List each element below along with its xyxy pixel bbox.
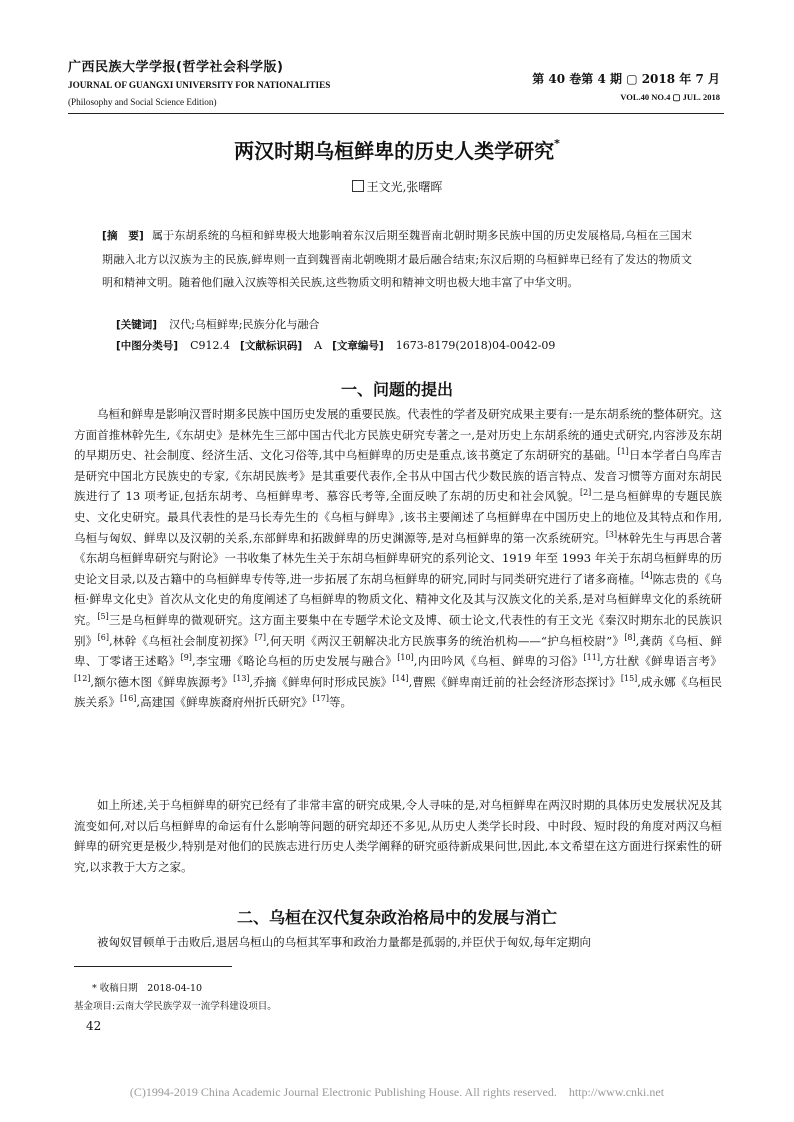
citation-ref: [11] <box>583 653 600 663</box>
text-run: ,林幹《乌桓社会制度初探》 <box>108 633 255 648</box>
author-box-icon <box>352 180 364 192</box>
text-run: 林幹先生与再思合著《东胡乌桓鲜卑研究与附论》一书收集了林先生关于东胡乌桓鲜卑研究的系列论文、1919 年至 1993 年关于东胡乌桓鲜卑的历史论文目录,以及古籍中的乌桓鲜卑专传等,进一步拓展了东胡乌桓鲜卑的研究,同时与同类研究进行了诸多商榷。 <box>74 530 722 586</box>
doc-code-value: A <box>314 339 323 352</box>
citation-ref: [9] <box>180 653 192 663</box>
text-run: 乌桓和鲜卑是影响汉晋时期多民族中国历史发展的重要民族。代表性的学者及研究成果主要有:一是东胡系统的整体研究。这方面首推林幹先生,《东胡史》是林先生三部中国古代北方民族史研究专著之一,是对历史上东胡系统的通史式研究,内容涉及东胡的早期历史、社会制度、经济生活、文化习俗等,其中乌桓鲜卑的历史是重点,该书奠定了东胡研究的基础。 <box>74 407 722 463</box>
text-run: 陈志贵的《乌桓·鲜卑文化史》首次从文化史的角度阐述了乌桓鲜卑的物质文化、精神文化及其与汉族文化的关系,是对乌桓鲜卑文化的系统研究。 <box>74 571 722 627</box>
keywords-label: [关键词] <box>116 319 158 331</box>
citation-ref: [1] <box>617 447 629 457</box>
citation-ref: [15] <box>620 673 638 683</box>
journal-subtitle-en: (Philosophy and Social Science Edition) <box>68 97 217 107</box>
citation-ref: [4] <box>641 570 653 580</box>
article-no-label: [文章编号] <box>332 340 384 352</box>
citation-ref: [16] <box>120 694 137 704</box>
citation-ref: [12] <box>74 673 91 683</box>
text-run: 日本学者白鸟库吉是研究中国北方民族史的专家,《东胡民族考》是其重要代表作,全书从中国古代少数民族的语言特点、发音习惯等方面对东胡民族进行了 13 项考证,包括东胡考、乌桓鲜卑考、慕容氏考等,全面反映了东胡的历史和社会风貌。 <box>74 448 723 504</box>
citation-ref: [10] <box>397 653 414 663</box>
citation-ref: [6] <box>97 632 109 642</box>
text-run: ,方壮猷《鲜卑语言考》 <box>599 654 723 669</box>
abstract-text: 属于东胡系统的乌桓和鲜卑极大地影响着东汉后期至魏晋南北朝时期多民族中国的历史发展格局,乌桓在三国末期融入北方以汉族为主的民族,鲜卑则一直到魏晋南北朝晚期才最后融合结束;东汉后期的乌桓鲜卑已经有了发达的物质文明和精神文明。随着他们融入汉族等相关民族,这些物质文明和精神文明也极大地丰富了中华文明。 <box>102 229 692 289</box>
text-run: 如上所述,关于乌桓鲜卑的研究已经有了非常丰富的研究成果,令人寻味的是,对乌桓鲜卑在两汉时期的具体历史发展状况及其流变如何,对以后乌桓鲜卑的命运有什么影响等问题的研究却还不多见,从历史人类学长时段、中时段、短时段的角度对两汉乌桓鲜卑的研究更是极少,特别是对他们的民族志进行历史人类学阐释的研究亟待新成果问世,因此,本文希望在这方面进行探索性的研究,以求教于大方之家。 <box>74 798 722 874</box>
header-rule <box>68 113 724 114</box>
footnote-rule <box>74 966 232 967</box>
article-title <box>0 135 794 164</box>
section-heading: 二、乌桓在汉代复杂政治格局中的发展与消亡 <box>236 908 557 927</box>
citation-ref: [2] <box>579 488 592 498</box>
article-title-text: 两汉时期乌桓鲜卑的历史人类学研究 <box>234 139 555 163</box>
text-run: ,额尔德木图《鲜卑族源考》 <box>90 674 234 689</box>
clc-label: [中图分类号] <box>116 340 179 352</box>
page-number: 42 <box>86 1019 102 1033</box>
classification <box>116 338 555 353</box>
text-run: ,内田吟风《乌桓、鲜卑的习俗》 <box>413 654 584 669</box>
keywords <box>116 316 320 332</box>
citation-ref: [5] <box>97 612 109 622</box>
doc-code-label: [文献标识码] <box>240 340 303 352</box>
text-run: ,李宝珊《略论乌桓的历史发展与融合》 <box>191 654 398 669</box>
citation-ref: [17] <box>312 694 329 704</box>
citation-ref: [13] <box>233 673 250 683</box>
body-paragraph <box>74 795 722 877</box>
authors <box>0 178 794 195</box>
text-run: 等。 <box>329 695 352 710</box>
abstract <box>102 224 692 294</box>
issue-info-en: VOL.40 NO.4 ▢ JUL. 2018 <box>620 92 720 102</box>
body-paragraph <box>74 932 722 953</box>
citation-ref: [8] <box>624 632 636 642</box>
keywords-text: 汉代;乌桓鲜卑;民族分化与融合 <box>169 318 320 331</box>
title-footnote-mark: * <box>554 137 560 151</box>
issue-info-cn: 第 40 卷第 4 期 ▢ 2018 年 7 月 <box>532 72 720 86</box>
text-run: 被匈奴冒顿单于击败后,退居乌桓山的乌桓其军事和政治力量都是孤弱的,并臣伏于匈奴,每年定期向 <box>97 935 591 949</box>
article-no-value: 1673-8179(2018)04-0042-09 <box>395 339 556 352</box>
copyright-watermark: (C)1994-2019 China Academic Journal Electronic Publishing House. All rights reserved. http://www.cnki.net <box>129 1085 665 1099</box>
journal-title-en: JOURNAL OF GUANGXI UNIVERSITY FOR NATIONALITIES <box>68 80 331 90</box>
abstract-label: [摘 要] <box>102 230 144 242</box>
fund-note: 基金项目:云南大学民族学双一流学科建设项目。 <box>74 1001 277 1012</box>
text-run: ,乔摘《鲜卑何时形成民族》 <box>249 674 393 689</box>
text-run: 二是乌桓鲜卑的专题民族史、文化史研究。最具代表性的是马长寿先生的《乌桓与鲜卑》,该书主要阐述了乌桓鲜卑在中国历史上的地位及其特点和作用,乌桓与匈奴、鲜卑以及汉朝的关系,东部鲜卑和拓跋鲜卑的历史渊源等,是对乌桓鲜卑的第一次系统研究。 <box>74 489 722 545</box>
text-run: ,高建国《鲜卑族裔府州折氏研究》 <box>136 695 313 710</box>
citation-ref: [3] <box>605 529 618 539</box>
text-run: 三是乌桓鲜卑的微观研究。这方面主要集中在专题学术论文及博、硕士论文,代表性的有王文光《秦汉时期东北的民族识别》 <box>74 612 722 648</box>
text-run: ,成永娜《乌桓民族关系》 <box>74 674 722 710</box>
text-run: ,龚荫《乌桓、鲜卑、丁零诸王述略》 <box>74 633 722 669</box>
citation-ref: [14] <box>392 673 409 683</box>
text-run: ,曹熙《鲜卑南迁前的社会经济形态探讨》 <box>408 674 621 689</box>
journal-title-cn: 广西民族大学学报(哲学社会科学版) <box>68 60 284 75</box>
clc-value: C912.4 <box>190 339 231 352</box>
author-names: 王文光,张曙晖 <box>366 180 443 194</box>
citation-ref: [7] <box>254 632 267 642</box>
text-run: ,何天明《两汉王朝解决北方民族事务的统治机构——“护乌桓校尉”》 <box>266 633 625 648</box>
section-heading: 一、问题的提出 <box>340 380 453 399</box>
received-date: * 收稿日期 2018-04-10 <box>92 983 203 994</box>
body-paragraph <box>74 404 722 713</box>
